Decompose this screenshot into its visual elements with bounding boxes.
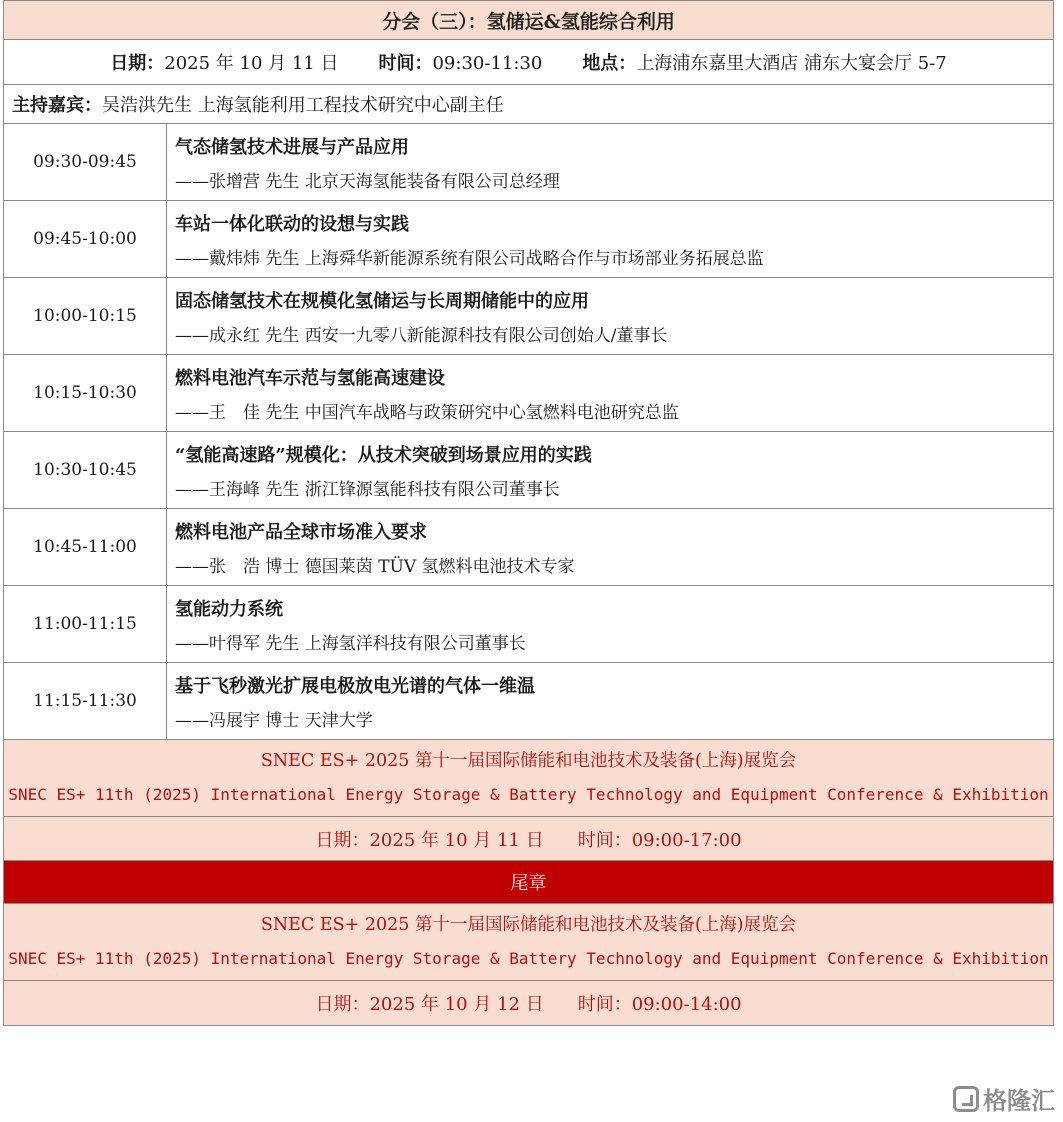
- watermark: [953, 1081, 1055, 1116]
- talk-time: 09:45-10:00: [4, 201, 167, 277]
- talk-body: [167, 663, 1053, 739]
- talk-body: [167, 278, 1053, 354]
- expo-title-cn: SNEC ES+ 2025 第十一届国际储能和电池技术及装备(上海)展览会: [260, 751, 797, 771]
- host-value: 吴浩洪先生 上海氢能利用工程技术研究中心副主任: [102, 95, 504, 116]
- closing-header: [4, 861, 1053, 904]
- date-label: 日期：: [110, 53, 165, 74]
- talk-title: 固态储氢技术在规模化氢储运与长周期储能中的应用: [175, 290, 589, 312]
- talk-speaker: ——张增营 先生 北京天海氢能装备有限公司总经理: [175, 171, 560, 192]
- talk-speaker: ——冯展宇 博士 天津大学: [175, 710, 373, 731]
- talk-title: 燃料电池汽车示范与氢能高速建设: [175, 367, 445, 389]
- talk-row: [4, 663, 1053, 740]
- session-title: [4, 1, 1053, 40]
- place-value: 上海浦东嘉里大酒店 浦东大宴会厅 5-7: [636, 53, 947, 74]
- time-label: 时间：: [378, 53, 433, 74]
- expo-banner: [4, 740, 1053, 817]
- talk-time: 09:30-09:45: [4, 124, 167, 200]
- talk-time: 11:00-11:15: [4, 586, 167, 662]
- talk-row: [4, 278, 1053, 355]
- expo-title-en: SNEC ES+ 11th (2025) International Energy Storage & Battery Technology and Equipment Conference & Exhibition: [8, 949, 1049, 968]
- talk-title: 车站一体化联动的设想与实践: [175, 213, 409, 235]
- talk-title: 燃料电池产品全球市场准入要求: [175, 521, 427, 543]
- talk-speaker: ——戴炜炜 先生 上海舜华新能源系统有限公司战略合作与市场部业务拓展总监: [175, 248, 764, 269]
- place-info: [582, 49, 946, 75]
- talk-time: 10:30-10:45: [4, 432, 167, 508]
- talk-body: [167, 509, 1053, 585]
- talk-time: 11:15-11:30: [4, 663, 167, 739]
- expo-title-cn: SNEC ES+ 2025 第十一届国际储能和电池技术及装备(上海)展览会: [260, 915, 797, 935]
- talk-row: [4, 432, 1053, 509]
- talk-row: [4, 201, 1053, 278]
- expo-date: [315, 990, 543, 1016]
- expo-date-row: [4, 981, 1053, 1025]
- expo-date-value: 2025 年 10 月 12 日: [369, 994, 544, 1015]
- host-row: [4, 85, 1053, 124]
- agenda-table: [3, 0, 1054, 1026]
- closing-title: 尾章: [510, 873, 547, 894]
- talk-title: “氢能高速路”规模化：从技术突破到场景应用的实践: [175, 444, 592, 466]
- talk-title: 基于飞秒激光扩展电极放电光谱的气体一维温: [175, 675, 535, 697]
- talk-speaker: ——王海峰 先生 浙江锋源氢能科技有限公司董事长: [175, 479, 560, 500]
- expo-date-label: 日期：: [315, 994, 370, 1015]
- talk-title: 氢能动力系统: [175, 598, 283, 620]
- expo-date: [315, 826, 543, 852]
- talk-speaker: ——王 佳 先生 中国汽车战略与政策研究中心氢燃料电池研究总监: [175, 402, 679, 423]
- expo-date-row: [4, 817, 1053, 861]
- date-value: 2025 年 10 月 11 日: [164, 53, 339, 74]
- session-info: [4, 40, 1053, 85]
- expo-date-value: 2025 年 10 月 11 日: [369, 829, 544, 851]
- expo-title-en: SNEC ES+ 11th (2025) International Energy Storage & Battery Technology and Equipment Conference & Exhibition: [8, 785, 1049, 804]
- talk-body: [167, 355, 1053, 431]
- expo-time-label: 时间：: [577, 994, 632, 1015]
- watermark-text: 格隆汇: [983, 1087, 1055, 1115]
- talk-body: [167, 124, 1053, 200]
- talk-title: 气态储氢技术进展与产品应用: [175, 136, 409, 158]
- expo-date-label: 日期：: [315, 829, 370, 851]
- host-label: 主持嘉宾：: [12, 95, 102, 116]
- time-info: [378, 49, 542, 75]
- talk-body: [167, 586, 1053, 662]
- talk-time: 10:15-10:30: [4, 355, 167, 431]
- time-value: 09:30-11:30: [432, 53, 543, 74]
- expo-time-value: 09:00-14:00: [631, 994, 742, 1015]
- expo-time: [578, 990, 742, 1016]
- expo-time: [578, 826, 742, 852]
- gelonghui-logo-icon: [953, 1086, 979, 1112]
- talk-row: [4, 586, 1053, 663]
- talk-row: [4, 509, 1053, 586]
- talk-speaker: ——叶得军 先生 上海氢洋科技有限公司董事长: [175, 633, 526, 654]
- talk-time: 10:45-11:00: [4, 509, 167, 585]
- talk-row: [4, 124, 1053, 201]
- talk-body: [167, 432, 1053, 508]
- talk-body: [167, 201, 1053, 277]
- talk-row: [4, 355, 1053, 432]
- date-info: [110, 49, 338, 75]
- place-label: 地点：: [582, 53, 637, 74]
- talk-speaker: ——张 浩 博士 德国莱茵 TÜV 氢燃料电池技术专家: [175, 556, 575, 577]
- expo-banner: [4, 904, 1053, 981]
- expo-time-value: 09:00-17:00: [631, 829, 742, 851]
- expo-time-label: 时间：: [577, 829, 632, 851]
- talk-speaker: ——成永红 先生 西安一九零八新能源科技有限公司创始人/董事长: [175, 325, 668, 346]
- session-title-text: 分会（三）：氢储运&氢能综合利用: [382, 10, 675, 33]
- talk-time: 10:00-10:15: [4, 278, 167, 354]
